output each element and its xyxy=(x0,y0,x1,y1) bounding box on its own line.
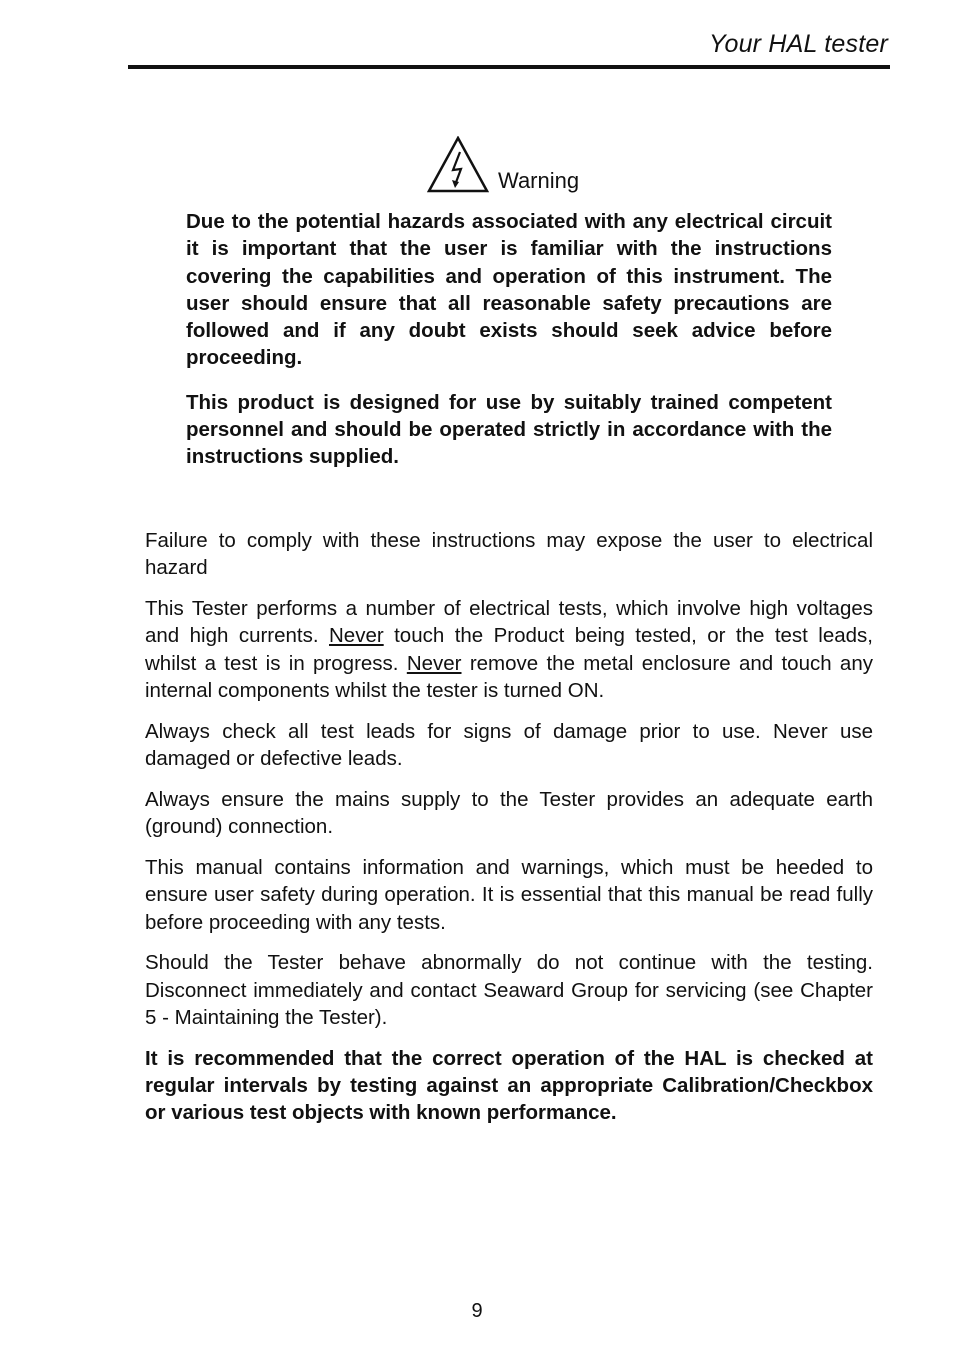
body-paragraph-bold: It is recommended that the correct operation of the HAL is checked at regular intervals by testing against an appropriate Calibration/Checkbox or various test objects with known performance. xyxy=(145,1046,873,1125)
never-emphasis: Never xyxy=(406,651,462,675)
body-paragraph: Always ensure the mains supply to the Tester provides an adequate earth (ground) connection. xyxy=(145,787,873,839)
text-run: remove the metal enclosure and touch any internal components whilst the tester is turned ON. xyxy=(145,651,873,702)
warning-text xyxy=(186,208,832,488)
body-paragraph xyxy=(145,595,873,704)
page-number: 9 xyxy=(471,1300,483,1322)
body-paragraph: Always check all test leads for signs of damage prior to use. Never use damaged or defective leads. xyxy=(145,719,873,771)
never-emphasis: Never xyxy=(329,624,384,648)
warning-heading xyxy=(427,136,579,194)
warning-paragraph: Due to the potential hazards associated with any electrical circuit it is important that the user is familiar with the instructions covering the capabilities and operation of this instrument. The user should ensure that all reasonable safety precautions are followed and if any doubt exists should seek advice before proceeding. xyxy=(186,210,832,370)
warning-paragraph: This product is designed for use by suitably trained competent personnel and should be operated strictly in accordance with the instructions supplied. xyxy=(186,390,832,469)
body-paragraph: This manual contains information and warnings, which must be heeded to ensure user safety during operation. It is essential that this manual be read fully before proceeding with any tests. xyxy=(145,855,873,934)
body-paragraph: Failure to comply with these instructions may expose the user to electrical hazard xyxy=(145,529,873,580)
header-title: Your HAL tester xyxy=(708,30,888,58)
text-run: This Tester performs a number of electrical tests, which involve high voltages and high currents. xyxy=(145,597,873,648)
warning-label: Warning xyxy=(498,168,580,193)
body-paragraph: Should the Tester behave abnormally do not continue with the testing. Disconnect immediately and contact Seaward Group for servicing (see Chapter 5 - Maintaining the Tester). xyxy=(145,951,873,1029)
safety-instructions xyxy=(145,527,873,1140)
header-rule xyxy=(128,65,890,69)
high-voltage-warning-icon xyxy=(427,136,489,194)
text-run: touch the Product being tested, or the test leads, whilst a test is in progress. xyxy=(145,624,873,675)
